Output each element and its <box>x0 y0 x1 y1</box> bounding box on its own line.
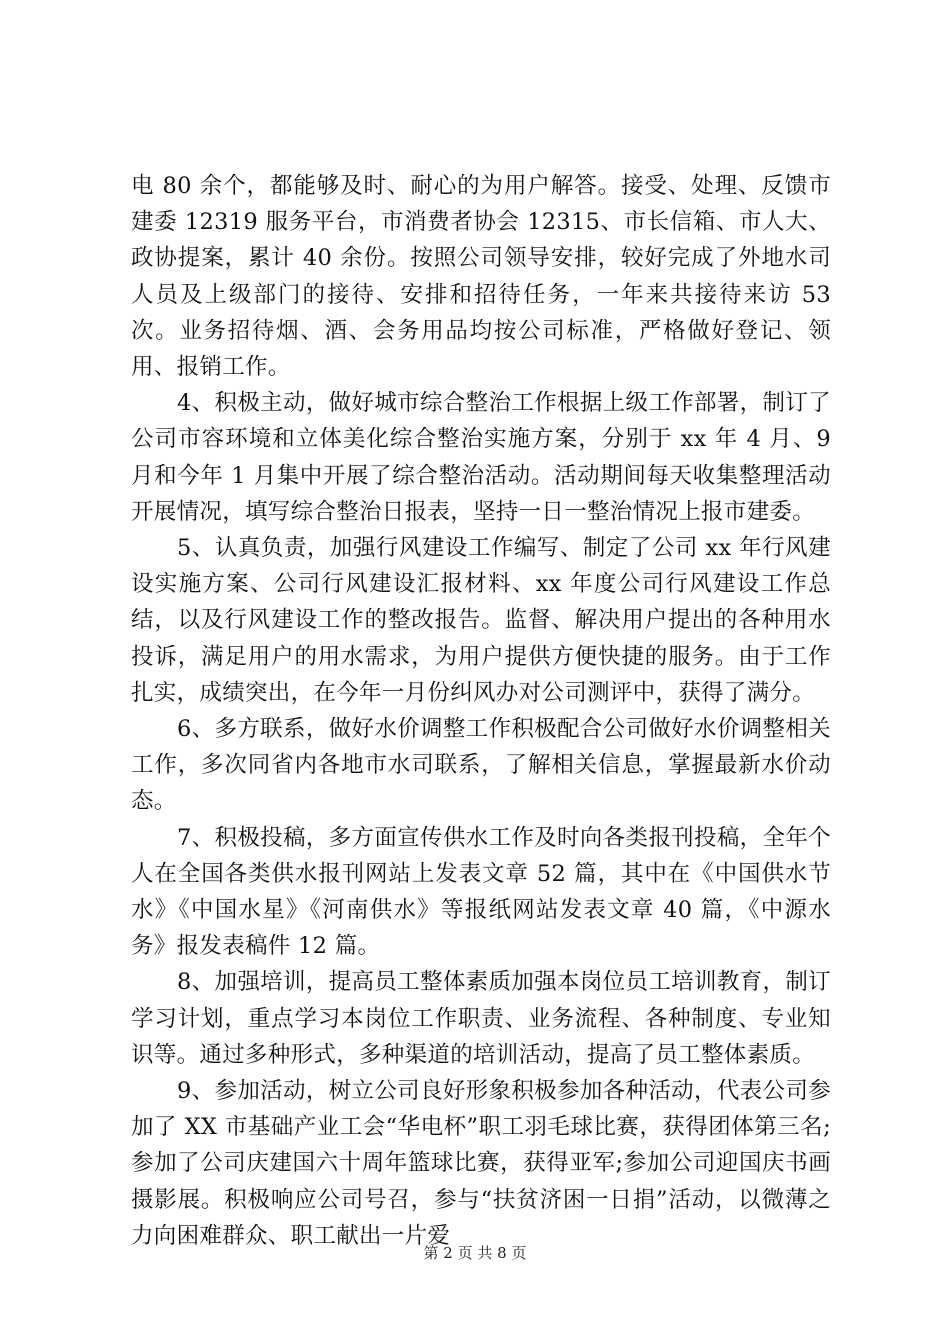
document-body <box>131 168 831 1254</box>
paragraph-item-4: 4、积极主动，做好城市综合整治工作根据上级工作部署，制订了公司市容环境和立体美化综合整治实施方案，分别于 xx 年 4 月、9 月和今年 1 月集中开展了综合整治活动。活动期间每天收集整理活动开展情况，填写综合整治日报表，坚持一日一整治情况上报市建委。 <box>131 390 831 525</box>
paragraph-item-6: 6、多方联系，做好水价调整工作积极配合公司做好水价调整相关工作，多次同省内各地市水司联系，了解相关信息，掌握最新水价动态。 <box>131 716 831 815</box>
paragraph-item-7: 7、积极投稿，多方面宣传供水工作及时向各类报刊投稿，全年个人在全国各类供水报刊网站上发表文章 52 篇，其中在《中国供水节水》《中国水星》《河南供水》等报纸网站发表文章 40 篇，《中源水务》报发表稿件 12 篇。 <box>131 824 831 960</box>
paragraph-item-8: 8、加强培训，提高员工整体素质加强本岗位员工培训教育，制订学习计划，重点学习本岗位工作职责、业务流程、各种制度、专业知识等。通过多种形式，多种渠道的培训活动，提高了员工整体素质。 <box>131 969 831 1068</box>
paragraph-continuation: 电 80 余个，都能够及时、耐心的为用户解答。接受、处理、反馈市建委 12319 服务平台，市消费者协会 12315、市长信箱、市人大、政协提案，累计 40 余份。按照公司领导安排，较好完成了外地水司人员及上级部门的接待、安排和招待任务，一年来共接待来访 53 次。业务招待烟、酒、会务用品均按公司标准，严格做好登记、领用、报销工作。 <box>131 173 831 381</box>
paragraph-item-9: 9、参加活动，树立公司良好形象积极参加各种活动，代表公司参加了 XX 市基础产业工会“华电杯”职工羽毛球比赛，获得团体第三名;参加了公司庆建国六十周年篮球比赛，获得亚军;参加公司迎国庆书画摄影展。积极响应公司号召，参与“扶贫济困一日捐”活动，以微薄之力向困难群众、职工献出一片爱 <box>131 1078 831 1249</box>
page-number-footer: 第 2 页 共 8 页 <box>423 1244 527 1262</box>
paragraph-item-5: 5、认真负责，加强行风建设工作编写、制定了公司 xx 年行风建设实施方案、公司行风建设汇报材料、xx 年度公司行风建设工作总结，以及行风建设工作的整改报告。监督、解决用户提出的各种用水投诉，满足用户的用水需求，为用户提供方便快捷的服务。由于工作扎实，成绩突出，在今年一月份纠风办对公司测评中，获得了满分。 <box>131 535 831 706</box>
